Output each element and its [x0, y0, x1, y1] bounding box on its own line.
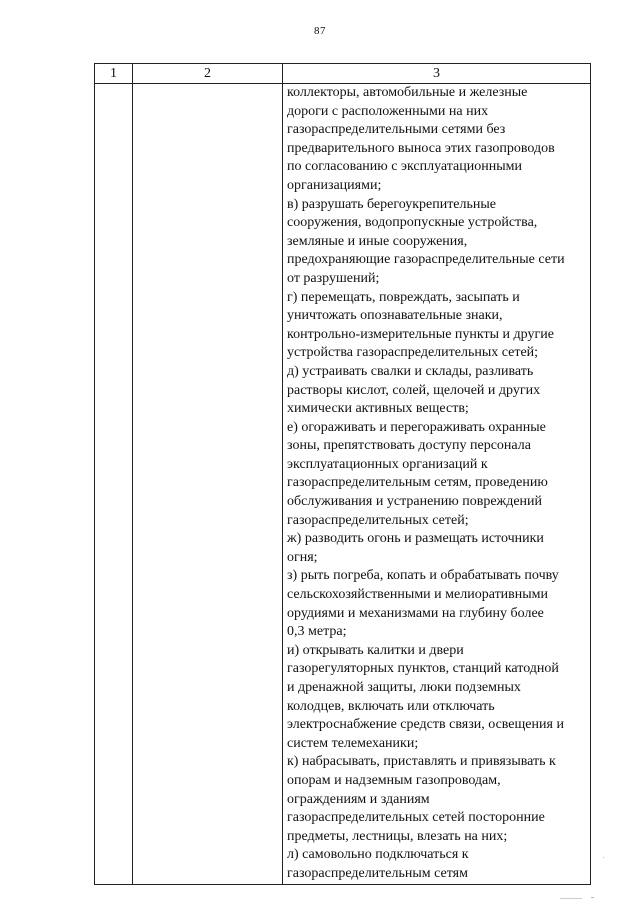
text-line: газораспределительным сетям: [287, 865, 468, 881]
text-line: газораспределительных сетей посторонние: [287, 810, 545, 826]
text-line: предохраняющие газораспределительные сети: [287, 252, 565, 268]
text-line: и) открывать калитки и двери: [287, 642, 464, 658]
text-line: систем телемеханики;: [287, 735, 419, 751]
text-line: устройства газораспределительных сетей;: [287, 345, 539, 361]
text-line: г) перемещать, повреждать, засыпать и: [287, 289, 520, 305]
table-body: [95, 84, 591, 885]
column-3-cell: [283, 84, 591, 885]
text-line: ограждениям и зданиям: [287, 791, 430, 807]
text-line: к) набрасывать, приставлять и привязывать к: [287, 754, 556, 770]
text-line: уничтожать опознавательные знаки,: [287, 308, 503, 324]
text-line: предварительного выноса этих газопроводов: [287, 140, 555, 156]
text-line: обслуживания и устранению повреждений: [287, 494, 543, 510]
text-line: земляные и иные сооружения,: [287, 233, 468, 249]
text-line: по согласованию с эксплуатационными: [287, 159, 522, 175]
text-line: 0,3 метра;: [287, 624, 347, 640]
text-line: от разрушений;: [287, 270, 380, 286]
text-line: сельскохозяйственными и мелиоративными: [287, 587, 549, 603]
column-header-1: 1: [95, 64, 133, 84]
text-line: в) разрушать берегоукрепительные: [287, 196, 497, 212]
column-header-2: 2: [133, 64, 283, 84]
text-line: сооружения, водопропускные устройства,: [287, 215, 538, 231]
text-line: газораспределительных сетей;: [287, 512, 469, 528]
text-line: электроснабжение средств связи, освещения и: [287, 717, 564, 733]
text-line: д) устраивать свалки и склады, разливать: [287, 363, 534, 379]
column-2-cell: [133, 84, 283, 885]
column-3-text: [287, 84, 586, 884]
table-header-row: [95, 64, 591, 84]
text-line: и дренажной защиты, люки подземных: [287, 680, 521, 695]
text-line: химически активных веществ;: [287, 401, 469, 417]
text-line: опорам и надземным газопроводам,: [287, 772, 501, 788]
table-row: [95, 84, 591, 885]
text-line: газораспределительным сетям, проведению: [287, 475, 548, 491]
text-line: зоны, препятствовать доступу персонала: [287, 438, 531, 454]
text-line: дороги с расположенными на них: [287, 103, 489, 119]
page-number: 87: [314, 25, 326, 37]
text-line: коллекторы, автомобильные и железные: [287, 85, 528, 100]
scan-dot: [603, 857, 604, 858]
column-header-3: 3: [283, 64, 591, 84]
column-1-cell: [95, 84, 133, 885]
document-table: [94, 63, 591, 885]
text-line: з) рыть погреба, копать и обрабатывать почву: [287, 568, 559, 584]
text-line: огня;: [287, 549, 318, 565]
text-line: газорегуляторных пунктов, станций катодной: [287, 661, 559, 677]
text-line: эксплуатационных организаций к: [287, 456, 488, 472]
text-line: растворы кислот, солей, щелочей и других: [287, 382, 541, 398]
text-line: орудиями и механизмами на глубину более: [287, 605, 544, 621]
text-line: колодцев, включать или отключать: [287, 698, 495, 714]
text-line: газораспределительными сетями без: [287, 122, 506, 138]
text-line: контрольно-измерительные пункты и другие: [287, 326, 554, 342]
scan-dash: [560, 898, 582, 899]
text-line: е) огораживать и перегораживать охранные: [287, 419, 546, 435]
text-line: предметы, лестницы, влезать на них;: [287, 828, 508, 844]
scan-dash-small: [591, 897, 594, 898]
text-line: л) самовольно подключаться к: [287, 847, 469, 863]
table-header: [95, 64, 591, 84]
text-line: ж) разводить огонь и размещать источники: [287, 531, 544, 547]
text-line: организациями;: [287, 177, 382, 193]
